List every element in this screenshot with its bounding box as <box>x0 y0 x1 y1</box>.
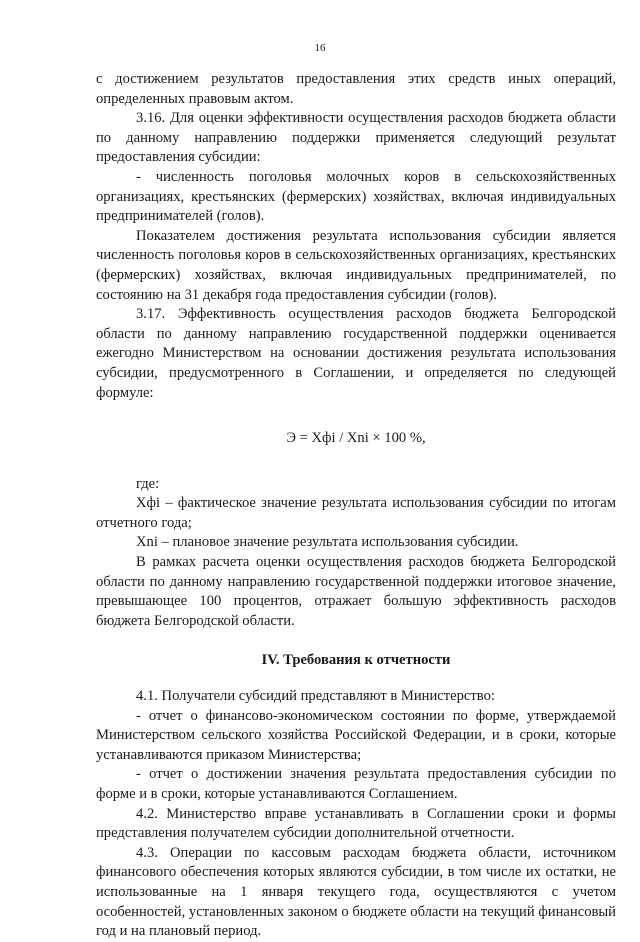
paragraph-xfi-definition: Xфi – фактическое значение результата использования субсидии по итогам отчетного года; <box>96 495 616 531</box>
paragraph-efficiency-note: В рамках расчета оценки осуществления расходов бюджета Белгородской области по данному направлению государственной поддержки итоговое значение, превышающее 100 процентов, отражает большую эффективность расходов бюджета Белгородской области. <box>96 554 616 629</box>
paragraph-report-financial: - отчет о финансово-экономическом состоянии по форме, утверждаемой Министерством сельского хозяйства Российской Федерации, и в сроки, которые устанавливаются приказом Министерства; <box>96 707 616 763</box>
section-heading: IV. Требования к отчетности <box>261 652 451 669</box>
paragraph-4-3: 4.3. Операции по кассовым расходам бюджета области, источником финансового обеспечения которых являются субсидии, в том числе их остатки, не использованные на 1 января текущего года, осуществляются с учетом особенностей, установленных законом о бюджете области на текущий финансовый год и на плановый период. <box>96 844 616 940</box>
paragraph-result-item: - численность поголовья молочных коров в сельскохозяйственных организациях, крестьянских (фермерских) хозяйствах, включая индивидуальных предпринимателей (голов). <box>96 168 616 225</box>
paragraph-indicator: Показателем достижения результата использования субсидии является численность поголовья коров в сельскохозяйственных организациях, крестьянских (фермерских) хозяйствах, включая индивидуальных предпринимателей, по состоянию на 31 декабря года предоставления субсидии (голов). <box>96 227 616 303</box>
paragraph-3-17: 3.17. Эффективность осуществления расходов бюджета Белгородской области по данному направлению государственной поддержки оценивается ежегодно Министерством на основании достижения результата использования субсидии, предусмотренного в Соглашении, и определяется по следующей формуле: <box>96 306 616 401</box>
paragraph-report-result: - отчет о достижении значения результата предоставления субсидии по форме и в сроки, которые устанавливаются Соглашением. <box>96 766 616 802</box>
paragraph-4-2: 4.2. Министерство вправе устанавливать в Соглашении сроки и формы представления получателем субсидии дополнительной отчетности. <box>96 805 616 842</box>
document-body <box>96 70 616 942</box>
paragraph-3-16: 3.16. Для оценки эффективности осуществления расходов бюджета области по данному направлению поддержки применяется следующий результат предоставления субсидии: <box>96 110 616 166</box>
page-number: 16 <box>314 42 326 54</box>
paragraph-continuation: с достижением результатов предоставления этих средств иных операций, определенных правовым актом. <box>96 71 616 107</box>
paragraph-xni-definition: Xni – плановое значение результата использования субсидии. <box>136 534 519 551</box>
paragraph-where: где: <box>136 475 160 492</box>
paragraph-4-1: 4.1. Получатели субсидий представляют в Министерство: <box>136 688 495 705</box>
efficiency-formula: Э = Xфi / Xni × 100 %, <box>286 430 426 447</box>
